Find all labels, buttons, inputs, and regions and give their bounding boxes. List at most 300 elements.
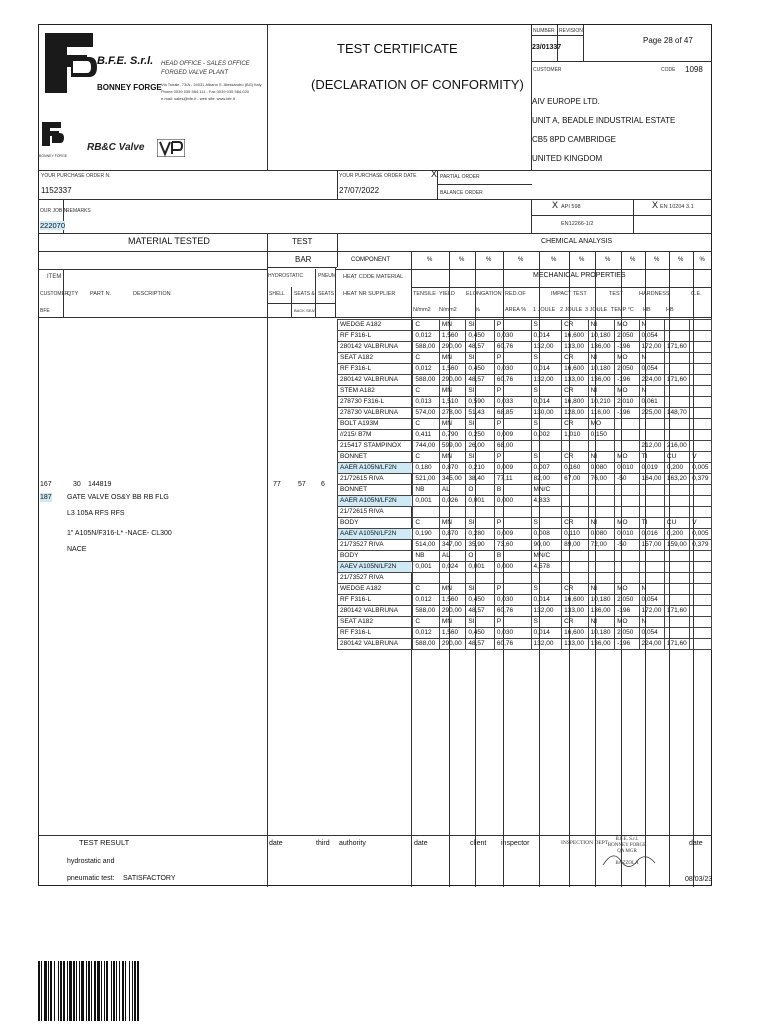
table-cell: 60,76 bbox=[494, 342, 531, 353]
percent-header-cell: % bbox=[551, 257, 557, 263]
table-cell: P bbox=[494, 353, 531, 364]
table-cell: 0,012 bbox=[413, 628, 439, 639]
table-row bbox=[338, 441, 712, 452]
table-cell: RF F316-L bbox=[338, 595, 413, 606]
customer-item-number: 167 bbox=[40, 481, 52, 488]
barcode-bar bbox=[54, 961, 55, 1021]
table-cell: 1,560 bbox=[439, 331, 465, 342]
table-cell: 60,76 bbox=[494, 375, 531, 386]
table-cell: SEAT A182 bbox=[338, 353, 413, 364]
table-cell: B bbox=[494, 485, 531, 496]
table-cell bbox=[664, 331, 689, 342]
table-cell bbox=[466, 573, 495, 584]
table-cell: C bbox=[413, 320, 439, 331]
certificate-number: 23/01337 bbox=[532, 44, 562, 51]
table-cell: 133,00 bbox=[562, 342, 588, 353]
pneumatic-label: pneumatic test: bbox=[67, 875, 115, 882]
table-cell bbox=[690, 320, 712, 331]
table-cell bbox=[439, 507, 465, 518]
table-cell: AAEV A105N/LF2N bbox=[338, 529, 413, 540]
barcode-bar bbox=[101, 961, 102, 1021]
table-cell bbox=[531, 507, 562, 518]
table-cell: BONNET bbox=[338, 485, 413, 496]
table-cell: C bbox=[413, 419, 439, 430]
table-cell: 164,00 bbox=[639, 474, 664, 485]
barcode-bar bbox=[38, 961, 40, 1021]
table-cell: O bbox=[466, 551, 495, 562]
customer-label: CUSTOMER bbox=[533, 67, 562, 73]
item-description-3: 1" A105N/F316-L* -NACE- CL300 bbox=[67, 530, 172, 537]
table-cell: 0,001 bbox=[413, 562, 439, 573]
table-cell: 0,000 bbox=[494, 562, 531, 573]
revision-label: REVISION bbox=[559, 28, 583, 34]
table-cell: 224,00 bbox=[639, 375, 664, 386]
table-cell: MN bbox=[439, 320, 465, 331]
table-row bbox=[338, 507, 712, 518]
table-cell: 0,450 bbox=[466, 628, 495, 639]
table-cell bbox=[690, 496, 712, 507]
table-row bbox=[338, 529, 712, 540]
table-cell: 280142 VALBRUNA bbox=[338, 342, 413, 353]
table-cell bbox=[615, 496, 639, 507]
customer-line-2: UNIT A, BEADLE INDUSTRIAL ESTATE bbox=[532, 116, 676, 125]
address-line1: Via Tonale, 73/A - 24031 Albano S. Alessandro (BG) Italy bbox=[161, 82, 262, 87]
mechanical-header-cell: TEST bbox=[609, 291, 624, 297]
table-cell: 0,030 bbox=[494, 628, 531, 639]
table-cell: 0,030 bbox=[494, 595, 531, 606]
table-cell bbox=[664, 386, 689, 397]
hydrostatic-header: HYDROSTATIC bbox=[268, 273, 304, 279]
table-cell: BODY bbox=[338, 518, 413, 529]
table-cell: 132,00 bbox=[531, 639, 562, 650]
table-cell: SI bbox=[466, 386, 495, 397]
heat-nr-header: HEAT NR SUPPLIER bbox=[343, 291, 396, 297]
table-row bbox=[338, 573, 712, 584]
table-cell bbox=[615, 562, 639, 573]
address-line2: Phone 0039 035 584.111 - Fax 0039 035 584.020 bbox=[161, 89, 249, 94]
table-cell bbox=[690, 595, 712, 606]
customer-line-1: AIV EUROPE LTD. bbox=[532, 97, 600, 106]
table-cell: CR bbox=[562, 353, 588, 364]
footer-inspector-label: inspector bbox=[501, 840, 530, 847]
table-cell: //215/ B7M bbox=[338, 430, 413, 441]
table-cell: 0,012 bbox=[413, 595, 439, 606]
table-cell: 0,001 bbox=[466, 562, 495, 573]
table-cell: NI bbox=[588, 353, 614, 364]
barcode-bar bbox=[113, 961, 115, 1021]
inspection-stamp: B.F.E. S.r.l. BONNEY FORGE QA MGR BAZZOLA bbox=[607, 837, 647, 866]
table-cell: 163,20 bbox=[664, 474, 689, 485]
table-cell: MN bbox=[439, 518, 465, 529]
table-cell bbox=[690, 430, 712, 441]
table-cell: V bbox=[690, 452, 712, 463]
table-cell: NB bbox=[413, 551, 439, 562]
company-name: B.F.E. S.r.l. bbox=[97, 55, 154, 67]
partial-order-mark: X bbox=[431, 169, 438, 179]
hydrostatic-label: hydrostatic and bbox=[67, 858, 115, 865]
table-cell: 132,00 bbox=[531, 342, 562, 353]
table-cell: C bbox=[413, 617, 439, 628]
table-cell: 290,00 bbox=[439, 342, 465, 353]
percent-header-cell: % bbox=[579, 257, 585, 263]
code-label: CODE bbox=[661, 67, 676, 73]
table-cell: 0,009 bbox=[494, 430, 531, 441]
table-cell bbox=[664, 562, 689, 573]
mechanical-header-cell: C.E. bbox=[691, 291, 702, 297]
table-cell bbox=[494, 507, 531, 518]
table-row bbox=[338, 595, 712, 606]
table-cell bbox=[588, 551, 614, 562]
table-cell: 0,870 bbox=[439, 463, 465, 474]
table-cell: 0,019 bbox=[639, 463, 664, 474]
table-cell: 0,210 bbox=[466, 463, 495, 474]
table-cell: BODY bbox=[338, 551, 413, 562]
percent-header-cell: % bbox=[459, 257, 465, 263]
table-cell: -196 bbox=[615, 408, 639, 419]
table-cell: 0,379 bbox=[690, 474, 712, 485]
table-cell: RF F316-L bbox=[338, 331, 413, 342]
table-cell: 588,00 bbox=[413, 606, 439, 617]
table-cell: AAEV A105N/LF2N bbox=[338, 562, 413, 573]
po-label: YOUR PURCHASE ORDER N. bbox=[41, 173, 111, 179]
bfe-item-number: 187 bbox=[40, 494, 52, 501]
table-cell: 0,110 bbox=[562, 529, 588, 540]
office-line1: HEAD OFFICE - SALES OFFICE bbox=[161, 61, 250, 67]
table-cell bbox=[664, 595, 689, 606]
table-cell: 0,010 bbox=[615, 463, 639, 474]
table-cell: 0,030 bbox=[494, 364, 531, 375]
table-cell bbox=[588, 441, 614, 452]
table-cell: 0,150 bbox=[588, 430, 614, 441]
table-cell: 0,014 bbox=[531, 397, 562, 408]
table-cell bbox=[639, 573, 664, 584]
table-cell: 48,57 bbox=[466, 375, 495, 386]
table-cell: NB bbox=[413, 485, 439, 496]
table-cell: 0,014 bbox=[531, 595, 562, 606]
table-row bbox=[338, 562, 712, 573]
test-result-value: SATISFACTORY bbox=[123, 875, 176, 882]
table-cell: SI bbox=[466, 584, 495, 595]
table-cell: -50 bbox=[615, 474, 639, 485]
table-cell: 0,080 bbox=[588, 463, 614, 474]
table-row bbox=[338, 452, 712, 463]
table-cell: STEM A182 bbox=[338, 386, 413, 397]
table-cell bbox=[690, 584, 712, 595]
table-cell: -196 bbox=[615, 606, 639, 617]
table-cell: 132,00 bbox=[531, 606, 562, 617]
table-cell: 130,00 bbox=[531, 408, 562, 419]
table-cell: 0,200 bbox=[664, 463, 689, 474]
table-cell bbox=[639, 419, 664, 430]
table-cell bbox=[690, 551, 712, 562]
pneum-header: PNEUM bbox=[318, 273, 337, 279]
table-row bbox=[338, 474, 712, 485]
table-cell: 159,00 bbox=[664, 540, 689, 551]
table-cell: 280142 VALBRUNA bbox=[338, 639, 413, 650]
mechanical-header-cell: N/mm2 bbox=[439, 307, 457, 313]
table-cell: SI bbox=[466, 320, 495, 331]
test-header: TEST bbox=[292, 237, 313, 246]
item-description-4: NACE bbox=[67, 546, 87, 553]
table-cell: MN bbox=[439, 419, 465, 430]
table-cell: N bbox=[639, 320, 664, 331]
table-cell: 0,180 bbox=[413, 463, 439, 474]
table-cell: P bbox=[494, 452, 531, 463]
seats-pressure: 57 bbox=[298, 481, 306, 488]
table-cell: MO bbox=[615, 617, 639, 628]
table-cell: 0,080 bbox=[588, 529, 614, 540]
table-row bbox=[338, 331, 712, 342]
table-cell: -196 bbox=[615, 639, 639, 650]
table-cell: 0,160 bbox=[562, 463, 588, 474]
table-cell: 215417 STAMPINOX bbox=[338, 441, 413, 452]
table-cell: 16,600 bbox=[562, 364, 588, 375]
table-cell bbox=[439, 573, 465, 584]
table-cell: B bbox=[494, 551, 531, 562]
en-standard: EN 10204 3.1 bbox=[660, 204, 694, 210]
footer-date3-label: date bbox=[689, 840, 703, 847]
table-cell: 744,00 bbox=[413, 441, 439, 452]
barcode-bar bbox=[60, 961, 62, 1021]
po-number: 1152337 bbox=[41, 186, 72, 195]
table-cell: CR bbox=[562, 320, 588, 331]
table-row bbox=[338, 551, 712, 562]
table-cell bbox=[664, 628, 689, 639]
table-cell: 0,012 bbox=[413, 364, 439, 375]
table-cell bbox=[562, 573, 588, 584]
table-cell: 60,76 bbox=[494, 639, 531, 650]
table-cell: NI bbox=[588, 452, 614, 463]
mechanical-header-cell: HARDNESS bbox=[639, 291, 670, 297]
table-cell: 599,00 bbox=[439, 441, 465, 452]
barcode-bar bbox=[129, 961, 130, 1021]
table-cell: 16,600 bbox=[562, 595, 588, 606]
table-cell: -196 bbox=[615, 342, 639, 353]
table-cell: MO bbox=[615, 518, 639, 529]
table-cell: 157,00 bbox=[639, 540, 664, 551]
table-cell: 136,00 bbox=[588, 342, 614, 353]
table-cell: 4,833 bbox=[531, 496, 562, 507]
table-row bbox=[338, 518, 712, 529]
customer-code: 1098 bbox=[685, 65, 703, 74]
table-cell bbox=[690, 606, 712, 617]
percent-header-cell: % bbox=[678, 257, 684, 263]
table-cell: CR bbox=[562, 386, 588, 397]
table-cell: C bbox=[413, 584, 439, 595]
table-cell: 514,00 bbox=[413, 540, 439, 551]
seats-and-header: SEATS & bbox=[294, 291, 315, 297]
table-cell: 128,00 bbox=[562, 408, 588, 419]
table-cell: MO bbox=[615, 386, 639, 397]
table-cell: SI bbox=[466, 518, 495, 529]
table-cell: 0,026 bbox=[439, 496, 465, 507]
table-cell: S bbox=[531, 584, 562, 595]
table-cell bbox=[664, 353, 689, 364]
table-cell: 521,00 bbox=[413, 474, 439, 485]
table-cell: 0,870 bbox=[439, 529, 465, 540]
description-header: DESCRIPTION bbox=[133, 291, 171, 297]
table-cell bbox=[664, 485, 689, 496]
table-row bbox=[338, 320, 712, 331]
table-cell bbox=[639, 496, 664, 507]
table-row bbox=[338, 617, 712, 628]
table-cell bbox=[639, 430, 664, 441]
table-cell: S bbox=[531, 518, 562, 529]
barcode-bar bbox=[81, 961, 84, 1021]
barcode-bar bbox=[41, 961, 42, 1021]
table-cell: 0,009 bbox=[494, 463, 531, 474]
table-cell: 2,010 bbox=[615, 397, 639, 408]
percent-header-cell: % bbox=[699, 257, 705, 263]
item-header: ITEM bbox=[47, 274, 62, 280]
table-cell: 0,280 bbox=[466, 529, 495, 540]
inspection-dept-label: INSPECTION DEPT. bbox=[561, 840, 610, 846]
table-cell bbox=[494, 573, 531, 584]
table-cell: 0,014 bbox=[531, 628, 562, 639]
table-cell: C bbox=[413, 452, 439, 463]
table-cell bbox=[690, 397, 712, 408]
remarks-label: REMARKS bbox=[66, 208, 91, 214]
table-cell: CU bbox=[664, 518, 689, 529]
table-cell: 588,00 bbox=[413, 639, 439, 650]
table-cell: 171,60 bbox=[664, 606, 689, 617]
item-part-number: 144819 bbox=[88, 481, 112, 488]
office-line2: FORGED VALVE PLANT bbox=[161, 70, 229, 76]
barcode-bar bbox=[132, 961, 133, 1021]
table-cell bbox=[664, 507, 689, 518]
table-cell: -50 bbox=[615, 540, 639, 551]
seats-header: SEATS bbox=[318, 291, 335, 297]
footer-authority-label: authority bbox=[339, 840, 366, 847]
table-cell bbox=[664, 364, 689, 375]
table-cell: NI bbox=[588, 386, 614, 397]
percent-header-cell: % bbox=[427, 257, 433, 263]
table-cell: 0,200 bbox=[664, 529, 689, 540]
barcode-bar bbox=[79, 961, 80, 1021]
table-cell: 51,43 bbox=[466, 408, 495, 419]
table-row bbox=[338, 540, 712, 551]
table-cell: N bbox=[639, 584, 664, 595]
table-cell: 67,00 bbox=[562, 474, 588, 485]
table-cell: CR bbox=[562, 617, 588, 628]
mechanical-properties-header: MECHANICAL PROPERTIES bbox=[533, 272, 626, 279]
barcode-bar bbox=[125, 961, 126, 1021]
table-cell: 82,00 bbox=[531, 474, 562, 485]
table-cell: SI bbox=[466, 419, 495, 430]
table-cell: 171,60 bbox=[664, 375, 689, 386]
table-cell: 290,00 bbox=[439, 375, 465, 386]
number-label: NUMBER bbox=[533, 28, 555, 34]
table-cell bbox=[664, 573, 689, 584]
barcode-bar bbox=[73, 961, 75, 1021]
table-cell bbox=[639, 485, 664, 496]
brand-small-label: BONNEY FORGE bbox=[39, 154, 68, 158]
balance-order-label: BALANCE ORDER bbox=[440, 190, 483, 196]
mechanical-header-cell: 3 JOULE bbox=[585, 307, 608, 313]
table-cell: 0,054 bbox=[639, 595, 664, 606]
table-cell: 0,379 bbox=[690, 540, 712, 551]
table-cell bbox=[615, 430, 639, 441]
barcode-bar bbox=[106, 961, 108, 1021]
table-cell: P bbox=[494, 419, 531, 430]
table-cell: 345,00 bbox=[439, 474, 465, 485]
table-cell: MO bbox=[615, 320, 639, 331]
table-cell bbox=[588, 562, 614, 573]
barcode-bar bbox=[44, 961, 47, 1021]
table-cell bbox=[690, 375, 712, 386]
table-cell: AL bbox=[439, 551, 465, 562]
barcode-bar bbox=[137, 961, 139, 1021]
table-cell: 0,016 bbox=[639, 529, 664, 540]
table-cell: 171,60 bbox=[664, 342, 689, 353]
table-cell: 136,00 bbox=[588, 639, 614, 650]
table-cell: MO bbox=[588, 419, 614, 430]
table-cell bbox=[615, 419, 639, 430]
address-line3: e-mail: sales@bfe.it - web site: www.bfe.it bbox=[161, 96, 235, 101]
table-cell: CR bbox=[562, 452, 588, 463]
table-cell bbox=[562, 485, 588, 496]
table-cell: SEAT A182 bbox=[338, 617, 413, 628]
table-cell: 48,57 bbox=[466, 606, 495, 617]
table-cell bbox=[690, 331, 712, 342]
table-row bbox=[338, 639, 712, 650]
api-standard: API 598 bbox=[561, 204, 581, 210]
table-cell: 1,010 bbox=[562, 430, 588, 441]
table-cell: 60,76 bbox=[494, 606, 531, 617]
table-cell: 0,054 bbox=[639, 628, 664, 639]
table-cell: N bbox=[639, 353, 664, 364]
table-cell bbox=[588, 507, 614, 518]
company-brand: BONNEY FORGE bbox=[97, 83, 162, 92]
barcode-bar bbox=[119, 961, 120, 1021]
percent-header-cell: % bbox=[654, 257, 660, 263]
table-cell bbox=[562, 507, 588, 518]
qty-header: QTY bbox=[67, 291, 79, 297]
table-cell: 2,050 bbox=[615, 364, 639, 375]
table-cell: MN bbox=[439, 353, 465, 364]
barcode-bar bbox=[88, 961, 90, 1021]
mechanical-header-cell: YIELD bbox=[439, 291, 455, 297]
table-cell: 216,00 bbox=[664, 441, 689, 452]
table-cell: 0,009 bbox=[494, 529, 531, 540]
table-cell: 278730 F316-L bbox=[338, 397, 413, 408]
table-cell: 72,00 bbox=[588, 540, 614, 551]
table-cell: P bbox=[494, 386, 531, 397]
table-cell: 347,00 bbox=[439, 540, 465, 551]
table-cell bbox=[690, 573, 712, 584]
table-cell: 0,010 bbox=[615, 529, 639, 540]
mechanical-header-cell: 2 JOULE bbox=[560, 307, 583, 313]
table-cell: MN bbox=[439, 617, 465, 628]
percent-header-cell: % bbox=[518, 257, 524, 263]
table-cell: 48,57 bbox=[466, 639, 495, 650]
table-cell: 0,001 bbox=[413, 496, 439, 507]
mechanical-header-cell: IMPACT TEST bbox=[551, 291, 587, 297]
table-cell: 68,85 bbox=[494, 408, 531, 419]
table-cell: MO bbox=[615, 584, 639, 595]
table-cell: 0,005 bbox=[690, 463, 712, 474]
table-cell: 0,002 bbox=[531, 430, 562, 441]
table-cell: 133,00 bbox=[562, 639, 588, 650]
table-cell: S bbox=[531, 353, 562, 364]
barcode-bar bbox=[122, 961, 124, 1021]
table-cell: 278,00 bbox=[439, 408, 465, 419]
table-cell: 10,180 bbox=[588, 595, 614, 606]
bfe-logo-icon bbox=[43, 31, 99, 100]
barcode-bar bbox=[134, 961, 136, 1021]
table-cell: 0,005 bbox=[690, 529, 712, 540]
table-cell: NI bbox=[588, 617, 614, 628]
